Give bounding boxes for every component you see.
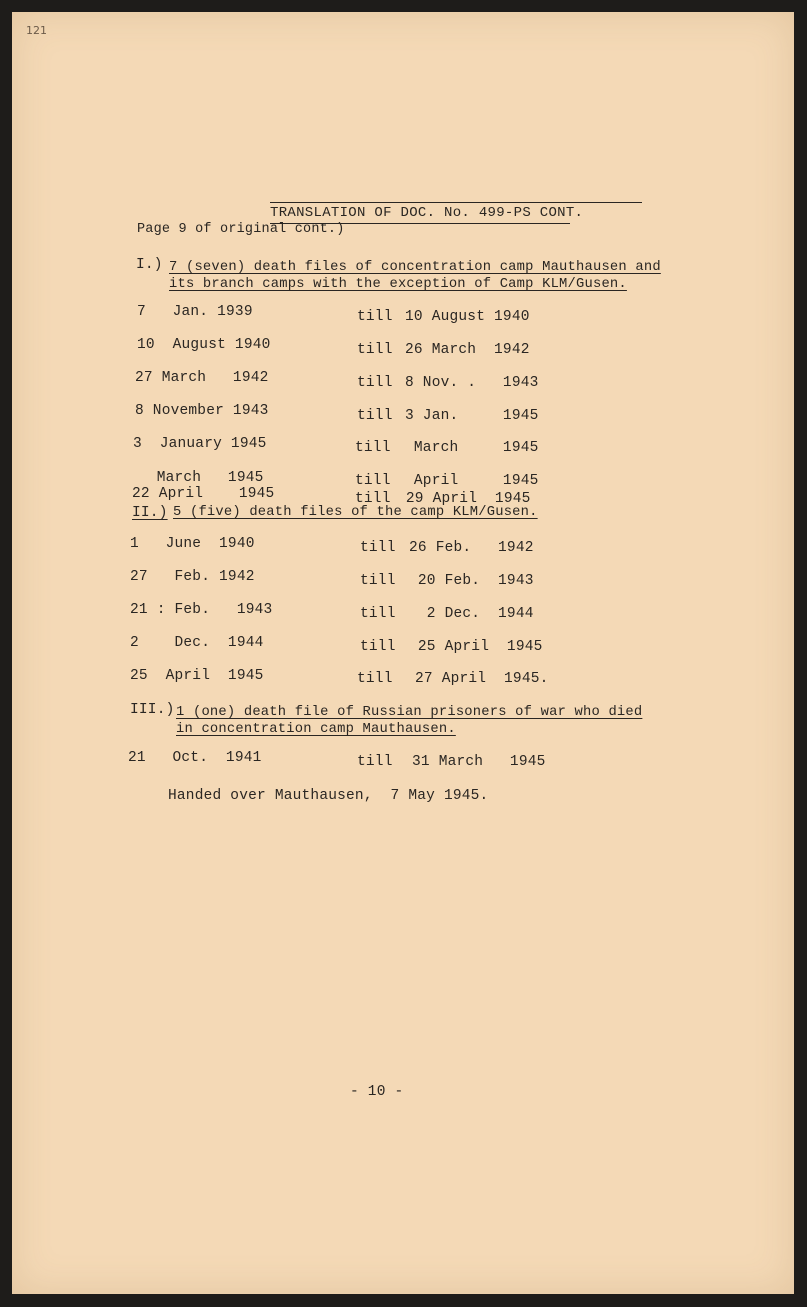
row-to: March 1945 xyxy=(405,440,539,456)
row-from: 27 March 1942 xyxy=(135,370,269,386)
row-to: 20 Feb. 1943 xyxy=(409,573,534,589)
row-to: 8 Nov. . 1943 xyxy=(405,375,539,391)
document-page xyxy=(12,12,794,1294)
row-till: till xyxy=(357,671,393,687)
row-from: 1 June 1940 xyxy=(130,536,255,552)
row-till: till xyxy=(355,473,391,489)
page-number: - 10 - xyxy=(350,1084,404,1100)
row-to: 10 August 1940 xyxy=(405,309,530,325)
handed-over-line: Handed over Mauthausen, 7 May 1945. xyxy=(168,788,489,804)
row-till: till xyxy=(357,375,393,391)
row-to: 2 Dec. 1944 xyxy=(409,606,534,622)
row-till: till xyxy=(360,639,396,655)
section1-number: I.) xyxy=(136,257,163,273)
section2-number: II.) xyxy=(132,505,168,521)
section3-heading-line1: 1 (one) death file of Russian prisoners of war who died xyxy=(176,705,643,720)
section1-heading-line1: 7 (seven) death files of concentration camp Mauthausen and xyxy=(169,260,661,275)
row-to: 3 Jan. 1945 xyxy=(405,408,539,424)
section3-number: III.) xyxy=(130,702,175,718)
row-from: March 1945 xyxy=(130,470,264,486)
archive-number: 121 xyxy=(26,24,47,37)
title-text: TRANSLATION OF DOC. No. 499-PS CONT. xyxy=(270,205,584,221)
row-to: 31 March 1945 xyxy=(412,754,546,770)
section2-heading: 5 (five) death files of the camp KLM/Gusen. xyxy=(173,505,538,520)
row-to: 29 April 1945 xyxy=(397,491,531,507)
section1-heading-line2: its branch camps with the exception of Camp KLM/Gusen. xyxy=(169,277,627,292)
row-till: till xyxy=(360,606,396,622)
row-to: 26 Feb. 1942 xyxy=(409,540,534,556)
row-till: till xyxy=(357,309,393,325)
row-from: 8 November 1943 xyxy=(135,403,269,419)
row-till: till xyxy=(360,540,396,556)
row-till: till xyxy=(355,491,391,507)
row-from: 22 April 1945 xyxy=(132,486,275,502)
section3-heading-line2: in concentration camp Mauthausen. xyxy=(176,722,456,737)
row-from: 25 April 1945 xyxy=(130,668,264,684)
row-to: 27 April 1945. xyxy=(415,671,549,687)
row-from: 21 : Feb. 1943 xyxy=(130,602,273,618)
row-from: 27 Feb. 1942 xyxy=(130,569,255,585)
row-from: 2 Dec. 1944 xyxy=(130,635,264,651)
title-overline xyxy=(270,202,642,203)
row-till: till xyxy=(355,440,391,456)
row-till: till xyxy=(357,754,393,770)
row-till: till xyxy=(357,408,393,424)
row-from: 10 August 1940 xyxy=(137,337,271,353)
row-from: 3 January 1945 xyxy=(133,436,267,452)
row-to: 26 March 1942 xyxy=(405,342,530,358)
row-till: till xyxy=(360,573,396,589)
row-to: 25 April 1945 xyxy=(409,639,543,655)
row-from: 21 Oct. 1941 xyxy=(128,750,262,766)
page-reference: Page 9 of original cont.) xyxy=(137,222,345,237)
row-to: April 1945 xyxy=(405,473,539,489)
row-till: till xyxy=(357,342,393,358)
row-from: 7 Jan. 1939 xyxy=(137,304,253,320)
